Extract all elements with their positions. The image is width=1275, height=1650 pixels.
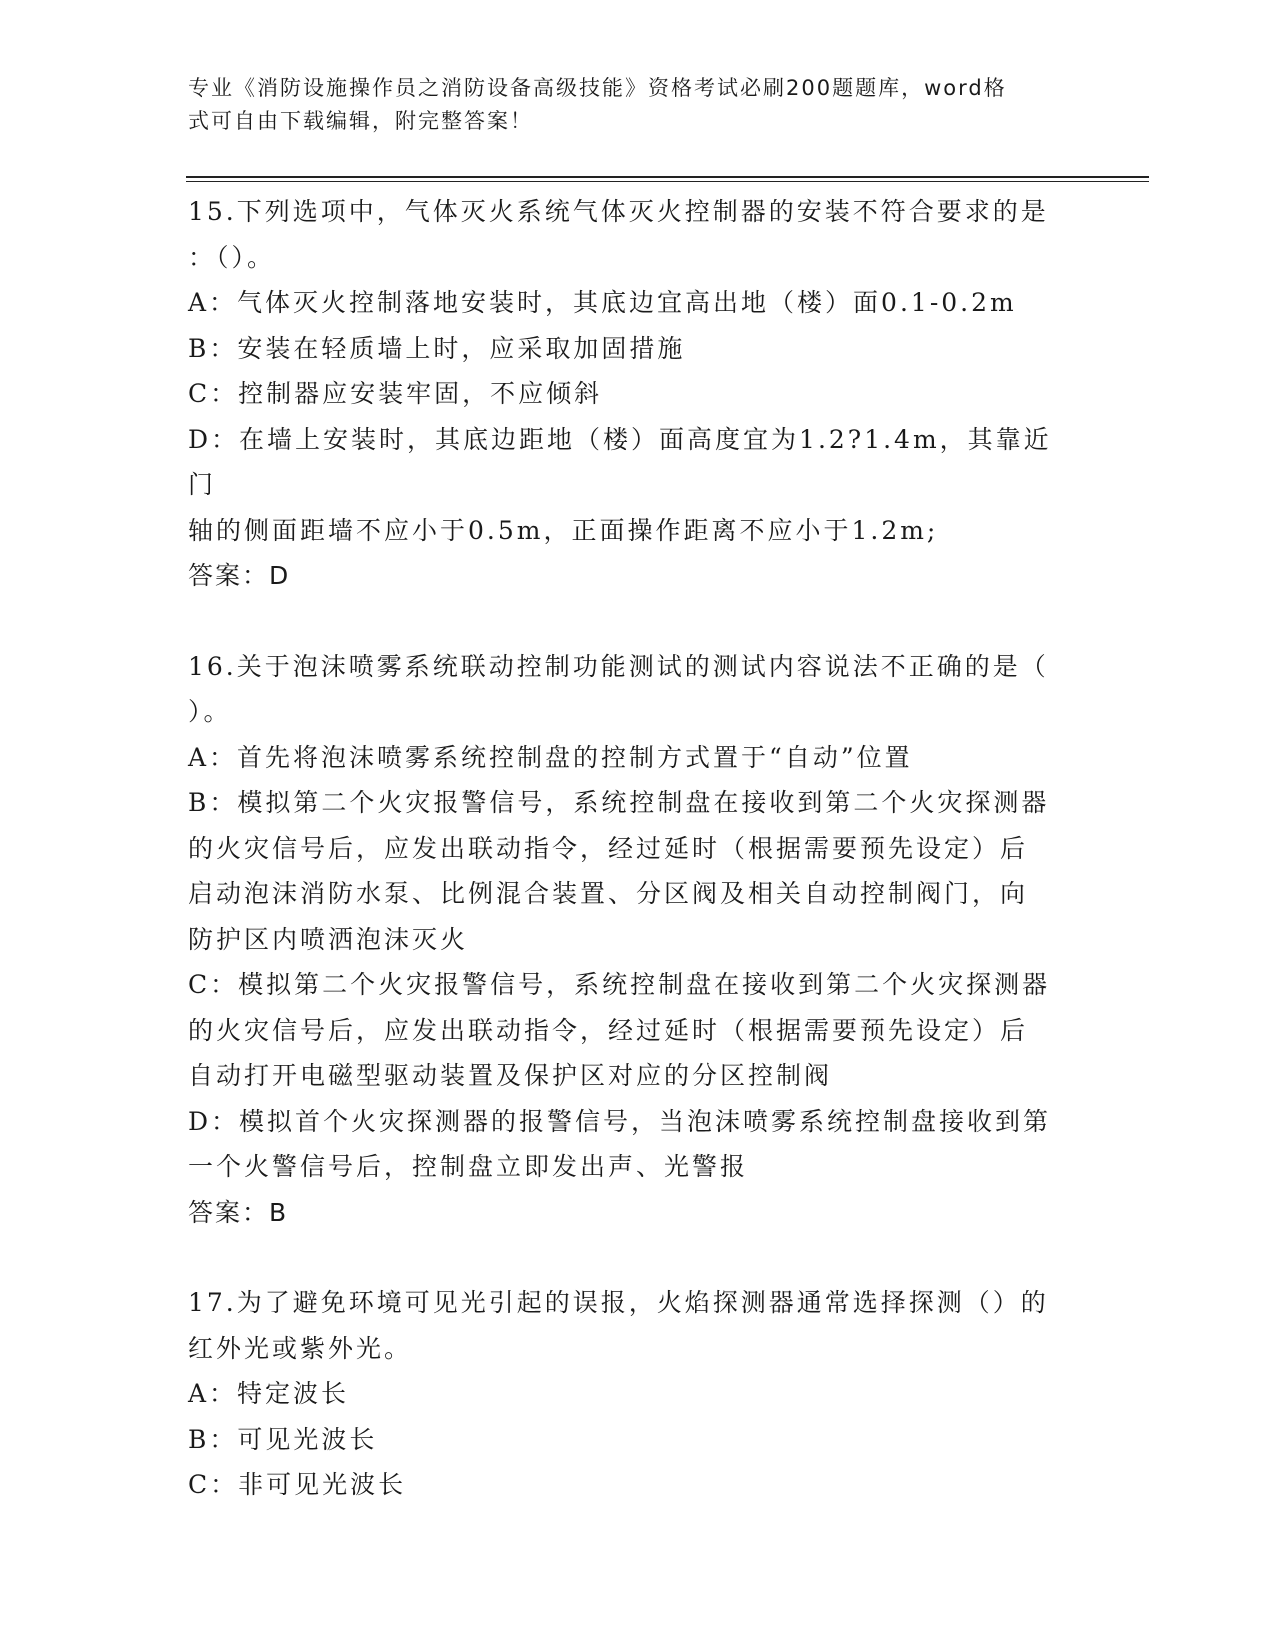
answer-option: C：模拟第二个火灾报警信号，系统控制盘在接收到第二个火灾探测器 — [188, 970, 1051, 999]
question-block — [188, 644, 1068, 1236]
question-block — [188, 1280, 1068, 1508]
question-list — [188, 189, 1068, 1508]
answer-option: C：控制器应安装牢固，不应倾斜 — [188, 379, 603, 408]
header-divider — [186, 181, 1149, 182]
answer-option: 的火灾信号后，应发出联动指令，经过延时（根据需要预先设定）后 — [188, 1015, 1029, 1045]
document-header — [188, 72, 1068, 138]
answer-option: 一个火警信号后，控制盘立即发出声、光警报 — [188, 1152, 749, 1181]
answer-key: 答案：B — [188, 1197, 289, 1227]
answer-option: D：在墙上安装时，其底边距地（楼）面高度宜为1.2?1.4m，其靠近门 — [188, 424, 1052, 499]
answer-option: A：首先将泡沫喷雾系统控制盘的控制方式置于“自动”位置 — [188, 742, 913, 772]
question-stem: 16.关于泡沫喷雾系统联动控制功能测试的测试内容说法不正确的是（ — [188, 651, 1049, 681]
answer-option: 防护区内喷洒泡沫灭火 — [188, 924, 469, 954]
question-stem: 红外光或紫外光。 — [188, 1333, 413, 1363]
question-stem: ）。 — [188, 697, 232, 726]
answer-option: C：非可见光波长 — [188, 1470, 407, 1499]
answer-option: B：可见光波长 — [188, 1424, 378, 1454]
answer-option: 启动泡沫消防水泵、比例混合装置、分区阀及相关自动控制阀门，向 — [188, 879, 1029, 908]
header-divider — [186, 176, 1149, 178]
header-line: 专业《消防设施操作员之消防设备高级技能》资格考试必刷200题题库，word格 — [188, 76, 1007, 100]
answer-option: 轴的侧面距墙不应小于0.5m，正面操作距离不应小于1.2m; — [188, 515, 939, 545]
answer-option: A：气体灭火控制落地安装时，其底边宜高出地（楼）面0.1-0.2m — [188, 288, 1017, 317]
answer-key: 答案：D — [188, 561, 291, 590]
header-line: 式可自由下载编辑，附完整答案！ — [188, 109, 533, 133]
question-stem: 15.下列选项中，气体灭火系统气体灭火控制器的安装不符合要求的是 — [188, 197, 1049, 226]
answer-option: A：特定波长 — [188, 1379, 350, 1408]
question-stem: 17.为了避免环境可见光引起的误报，火焰探测器通常选择探测（）的 — [188, 1288, 1049, 1317]
answer-option: 自动打开电磁型驱动装置及保护区对应的分区控制阀 — [188, 1061, 833, 1090]
question-block — [188, 189, 1068, 599]
answer-option: B：安装在轻质墙上时，应采取加固措施 — [188, 333, 686, 363]
answer-option: D：模拟首个火灾探测器的报警信号，当泡沫喷雾系统控制盘接收到第 — [188, 1106, 1052, 1136]
question-stem: ：（）。 — [188, 242, 276, 272]
answer-option: B：模拟第二个火灾报警信号，系统控制盘在接收到第二个火灾探测器 — [188, 788, 1050, 817]
answer-option: 的火灾信号后，应发出联动指令，经过延时（根据需要预先设定）后 — [188, 833, 1029, 863]
